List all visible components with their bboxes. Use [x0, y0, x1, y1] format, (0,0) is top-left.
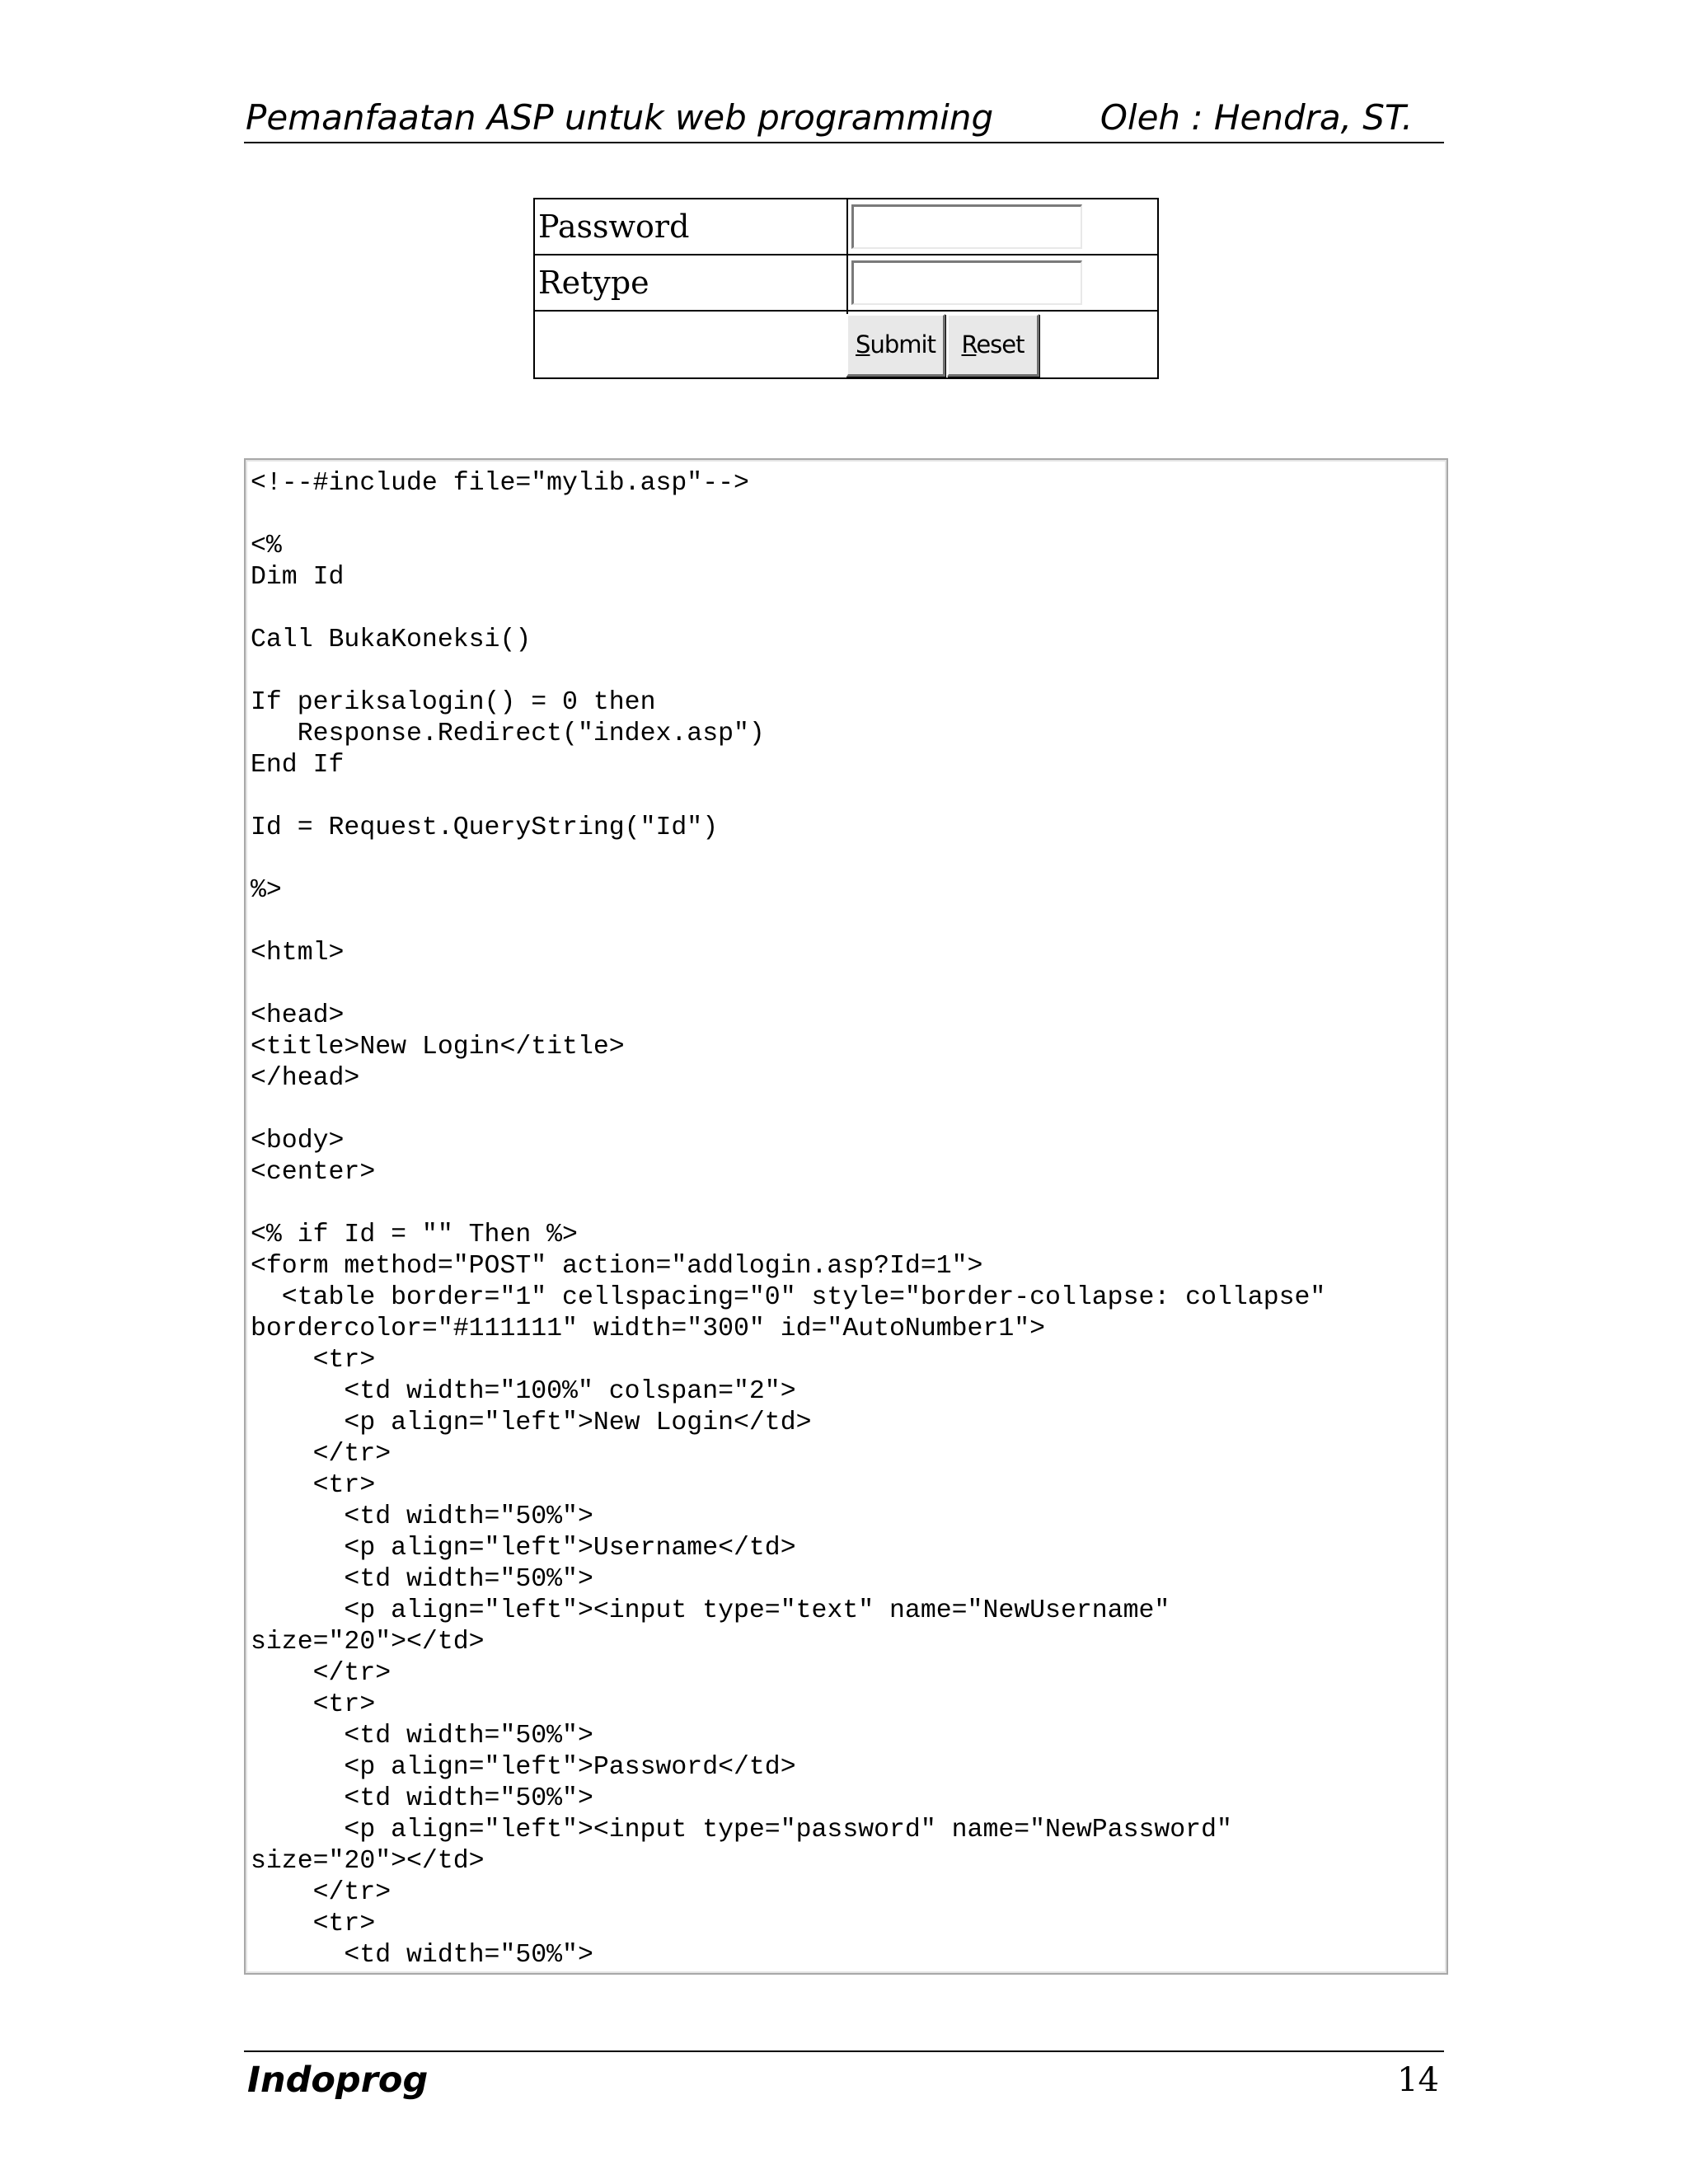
reset-label-rest: eset [976, 330, 1025, 359]
code-line: <tr> [251, 1346, 376, 1375]
code-line: Call BukaKoneksi() [251, 626, 532, 654]
code-line: <td width="50%"> [251, 1722, 593, 1750]
page-number: 14 [1397, 2061, 1439, 2099]
code-line: <title>New Login</title> [251, 1033, 625, 1062]
buttons-row [534, 311, 1158, 378]
code-line: </head> [251, 1064, 360, 1093]
code-line: size="20"></td> [251, 1847, 485, 1876]
code-line: <% [251, 532, 282, 560]
code-line: <form method="POST" action="addlogin.asp?Id=1"> [251, 1252, 983, 1281]
password-input[interactable] [851, 204, 1082, 249]
code-line: </tr> [251, 1440, 392, 1469]
document-title: Pemanfaatan ASP untuk web programming [246, 97, 994, 138]
code-line: <td width="50%"> [251, 1784, 593, 1813]
code-line: <tr> [251, 1471, 376, 1500]
retype-row [534, 255, 1158, 311]
code-line: <p align="left">Username</td> [251, 1534, 796, 1563]
reset-button[interactable] [947, 314, 1039, 377]
buttons-cell [847, 311, 1158, 378]
reset-accesskey: R [961, 330, 977, 359]
password-label: Password [534, 199, 847, 255]
password-row [534, 199, 1158, 255]
code-line: <p align="left"><input type="password" name="NewPassword" [251, 1816, 1232, 1844]
code-line: <tr> [251, 1910, 376, 1938]
retype-label: Retype [534, 255, 847, 311]
code-line: size="20"></td> [251, 1628, 485, 1657]
code-line: End If [251, 751, 345, 780]
code-line: <!--#include file="mylib.asp"--> [251, 469, 749, 498]
code-line: <p align="left"><input type="text" name="NewUsername" [251, 1596, 1170, 1625]
code-line: <head> [251, 1001, 345, 1030]
code-line: <center> [251, 1158, 376, 1187]
code-line: Response.Redirect("index.asp") [251, 719, 765, 748]
code-line: If periksalogin() = 0 then [251, 688, 656, 717]
document-author: Oleh : Hendra, ST. [1100, 97, 1413, 138]
code-line: <td width="50%"> [251, 1502, 593, 1531]
code-line: </tr> [251, 1659, 392, 1688]
page-header [244, 94, 1444, 143]
code-line: <p align="left">New Login</td> [251, 1408, 812, 1437]
code-line: <body> [251, 1127, 345, 1155]
code-line: <td width="50%"> [251, 1941, 593, 1970]
code-line: </tr> [251, 1878, 392, 1907]
password-input-cell [847, 199, 1158, 255]
code-line: bordercolor="#111111" width="300" id="AutoNumber1"> [251, 1315, 1046, 1343]
code-line: <table border="1" cellspacing="0" style="border-collapse: collapse" [251, 1283, 1326, 1312]
code-line: <p align="left">Password</td> [251, 1753, 796, 1782]
code-line: <tr> [251, 1690, 376, 1719]
code-line: Dim Id [251, 563, 345, 592]
submit-button[interactable] [846, 314, 945, 377]
code-line: Id = Request.QueryString("Id") [251, 813, 719, 842]
retype-input-cell [847, 255, 1158, 311]
empty-cell [534, 311, 847, 378]
page-footer [244, 2050, 1444, 2111]
submit-accesskey: S [856, 330, 870, 359]
code-listing [244, 458, 1448, 1975]
code-line: <td width="50%"> [251, 1565, 593, 1594]
code-text [251, 468, 1447, 1971]
submit-label-rest: ubmit [870, 330, 935, 359]
code-line: %> [251, 876, 282, 905]
code-line: <td width="100%" colspan="2"> [251, 1377, 796, 1406]
footer-brand: Indoprog [247, 2060, 429, 2101]
code-line: <html> [251, 939, 345, 968]
retype-input[interactable] [851, 260, 1082, 305]
form-preview-table [533, 198, 1159, 379]
code-line: <% if Id = "" Then %> [251, 1221, 578, 1249]
